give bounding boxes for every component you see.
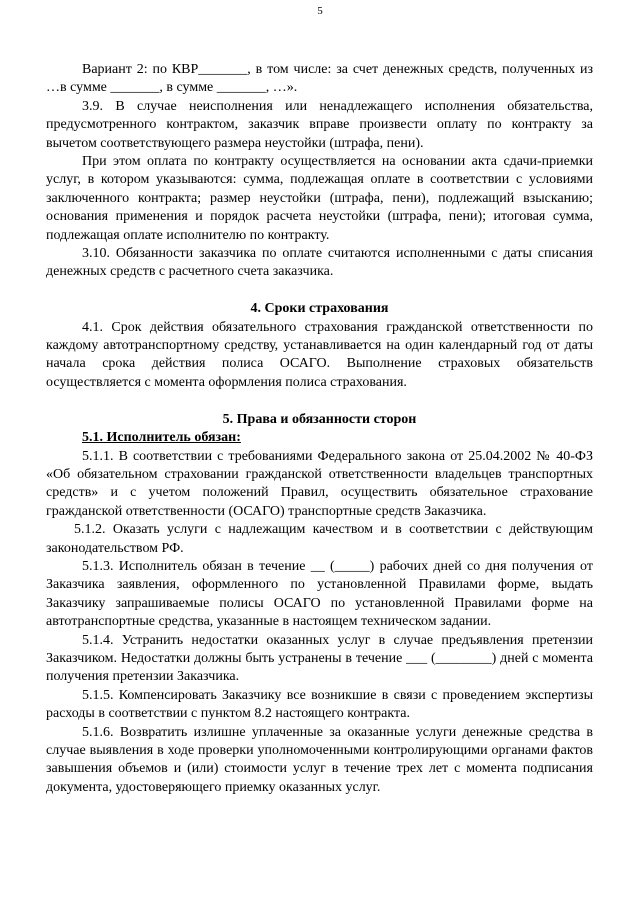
paragraph-5-1-3: 5.1.3. Исполнитель обязан в течение __ (_____) рабочих дней со дня получения от Заказчика заявления, оформленного по установленной Правилами форме, выдать Заказчику запрашиваемые полисы ОСАГО по установленной Правилами форме на автотранспортные средства, указанные в настоящем техническом задании. xyxy=(46,558,593,630)
paragraph-payment-act: При этом оплата по контракту осуществляется на основании акта сдачи-приемки услуг, в котором указываются: сумма, подлежащая оплате в соответствии с условиями заключенного контракта; размер неустойки (штрафа, пени), подлежащий взысканию; основания применения и порядок расчета неустойки (штрафа, пени); итоговая сумма, подлежащая оплате исполнителю по контракту. xyxy=(46,154,593,243)
page-number: 5 xyxy=(317,5,323,17)
paragraph-5-1-1: 5.1.1. В соответствии с требованиями Федерального закона от 25.04.2002 № 40-ФЗ «Об обязательном страховании гражданской ответственности владельцев транспортных средств» и с учетом положений Правил, осуществить обязательное страхование гражданской ответственности (ОСАГО) транспортные средств Заказчика. xyxy=(46,448,593,519)
section-heading-4: 4. Сроки страхования xyxy=(250,301,389,317)
paragraph-4-1: 4.1. Срок действия обязательного страхования гражданской ответственности по каждому автотранспортному средству, устанавливается на один календарный год от даты начала срока действия полиса ОСАГО. Выполнение страховых обязательств осуществляется с момента оформления полиса страхования. xyxy=(46,319,593,390)
paragraph-5-1-2: 5.1.2. Оказать услуги с надлежащим качеством и в соответствии с действующим законодательством РФ. xyxy=(46,522,593,556)
paragraph-5-1-6: 5.1.6. Возвратить излишне уплаченные за оказанные услуги денежные средства в случае выявления в ходе проверки уполномоченными контролирующими органами фактов завышения объемов и (или) стоимости услуг в течение трех лет с момента подписания документа, удостоверяющего приемку оказанных услуг. xyxy=(46,724,593,795)
paragraph-3-10: 3.10. Обязанности заказчика по оплате считаются исполненными с даты списания денежных средств с расчетного счета заказчика. xyxy=(46,246,593,280)
subsection-heading-5-1: 5.1. Исполнитель обязан: xyxy=(82,430,241,446)
paragraph-5-1-5: 5.1.5. Компенсировать Заказчику все возникшие в связи с проведением экспертизы расходы в соответствии с пунктом 8.2 настоящего контракта. xyxy=(46,687,593,722)
paragraph-3-9: 3.9. В случае неисполнения или ненадлежащего исполнения обязательства, предусмотренного контрактом, заказчик вправе произвести оплату по контракту за вычетом соответствующего размера неустойки (штрафа, пени). xyxy=(46,98,593,151)
paragraph-variant-2: Вариант 2: по КВР_______, в том числе: за счет денежных средств, полученных из …в сумме _______, в сумме _______, …». xyxy=(46,62,593,96)
spacer xyxy=(46,282,593,300)
section-heading-5: 5. Права и обязанности сторон xyxy=(222,411,417,427)
paragraph-5-1-4: 5.1.4. Устранить недостатки оказанных услуг в случае предъявления претензии Заказчиком. Недостатки должны быть устранены в течение ___ (________) дней с момента получения претензии Заказчика. xyxy=(46,632,593,685)
document-body xyxy=(46,61,593,797)
spacer xyxy=(46,392,593,410)
